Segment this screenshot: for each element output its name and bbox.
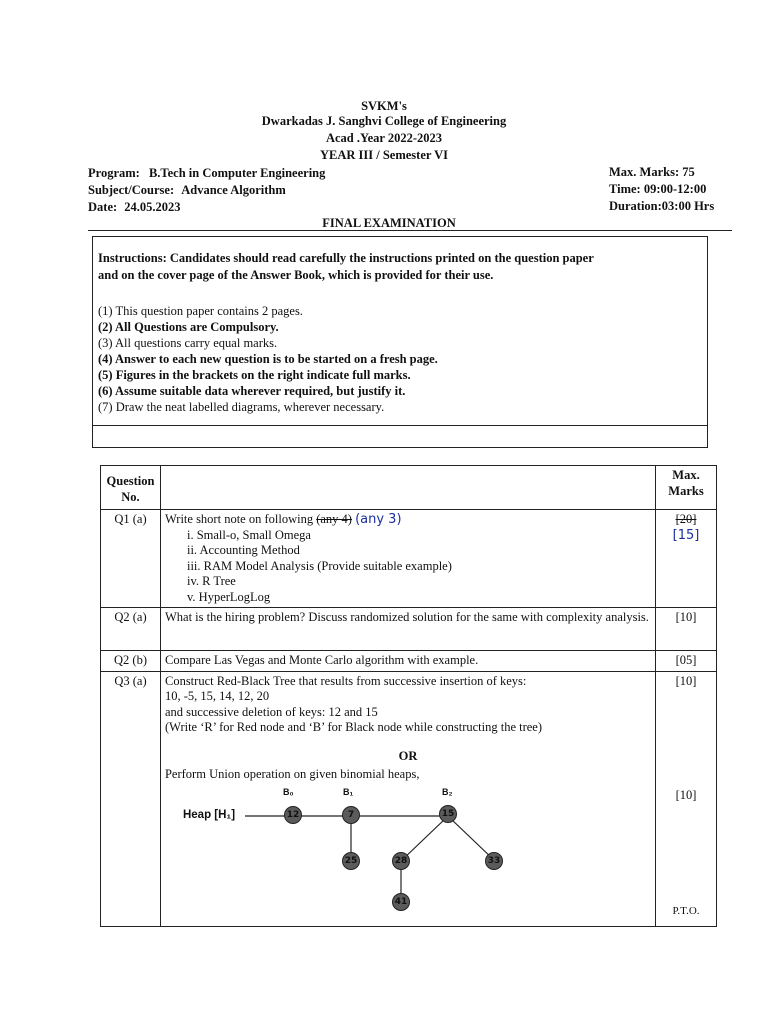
academic-year: Acad .Year 2022-2023 [325, 131, 443, 145]
college-name: Dwarkadas J. Sanghvi College of Engineering [261, 114, 507, 128]
q3a-marks-1: [10] [675, 673, 697, 688]
header-marks-line1: Max. [672, 468, 700, 482]
q3a-line3: and successive deletion of keys: 12 and 15 [164, 704, 378, 719]
q3a-body [160, 671, 655, 926]
instructions-title-line2: and on the cover page of the Answer Book, which is provided for their use. [98, 268, 494, 282]
date-value: 24.05.2023 [124, 200, 181, 214]
list-item: iii. RAM Model Analysis (Provide suitable example) [186, 558, 452, 573]
year-semester: YEAR III / Semester VI [319, 148, 448, 162]
instruction-3: (3) All questions carry equal marks. [98, 336, 278, 350]
header-question-line2: No. [121, 489, 140, 504]
list-item: v. HyperLogLog [186, 589, 271, 604]
header-question [101, 466, 161, 510]
q2b-number: Q2 (b) [101, 651, 161, 672]
list-item: ii. Accounting Method [186, 543, 300, 557]
pto-label: P.T.O. [672, 905, 700, 917]
heap-node-33: 33 [485, 852, 503, 870]
instruction-4: (4) Answer to each new question is to be started on a fresh page. [98, 352, 438, 366]
date-label: Date: [88, 200, 118, 214]
heap-b0-label: B₀ [282, 786, 294, 797]
subject-value: Advance Algorithm [181, 183, 286, 197]
q1-text: Write short note on following [164, 512, 314, 526]
table-row [101, 608, 717, 651]
date-row [88, 199, 181, 217]
heap-node-12: 12 [284, 806, 302, 824]
q3a-line1: Construct Red-Black Tree that results from successive insertion of keys: [164, 673, 527, 688]
q3a-line2: 10, -5, 15, 14, 12, 20 [164, 689, 270, 703]
instructions-title-line1: Instructions: Candidates should read carefully the instructions printed on the question paper [98, 251, 594, 265]
q2b-marks: [05] [656, 651, 717, 672]
header-divider [88, 230, 732, 231]
instruction-7: (7) Draw the neat labelled diagrams, wherever necessary. [98, 400, 385, 414]
q2b-text: Compare Las Vegas and Monte Carlo algorithm with example. [160, 651, 655, 672]
table-row [101, 510, 717, 608]
instruction-1: (1) This question paper contains 2 pages. [98, 304, 303, 318]
exam-duration: Duration:03:00 Hrs [609, 199, 715, 213]
instruction-2: (2) All Questions are Compulsory. [98, 320, 279, 334]
heap-node-25: 25 [342, 852, 360, 870]
heap-node-28: 28 [392, 852, 410, 870]
heap-b2-label: B₂ [441, 786, 453, 797]
q2a-number: Q2 (a) [101, 608, 161, 651]
binomial-heap-diagram [165, 783, 651, 911]
q3a-line4: (Write ‘R’ for Red node and ‘B’ for Black node while constructing the tree) [164, 720, 543, 734]
q1-number: Q1 (a) [101, 510, 161, 608]
heap-edges [165, 783, 661, 911]
q2a-marks: [10] [656, 608, 717, 651]
q1-marks: [20] [675, 512, 697, 526]
header-marks-line2: Marks [668, 483, 704, 498]
heap-node-7: 7 [342, 806, 360, 824]
q1-body [160, 510, 655, 608]
q1-marks-cell [656, 510, 717, 608]
instructions-divider [93, 425, 707, 426]
instruction-5: (5) Figures in the brackets on the right indicate full marks. [98, 368, 411, 382]
program-label: Program: [88, 166, 140, 180]
heap-node-41: 41 [392, 893, 410, 911]
program-row [88, 165, 325, 183]
header-marks [656, 466, 717, 510]
table-row [101, 651, 717, 672]
program-value: B.Tech in Computer Engineering [148, 166, 326, 180]
list-item: iv. R Tree [186, 574, 236, 588]
list-item: i. Small-o, Small Omega [186, 527, 311, 542]
max-marks: Max. Marks: 75 [609, 165, 695, 179]
exam-time: Time: 09:00-12:00 [609, 182, 707, 196]
q2a-text: What is the hiring problem? Discuss randomized solution for the same with complexity analysis. [160, 608, 655, 651]
q1-subitems [165, 528, 651, 606]
q1-marks-handwritten: [15] [672, 527, 700, 543]
table-header-row [101, 466, 717, 510]
q1-prompt [165, 512, 651, 528]
q3a-line5: Perform Union operation on given binomial heaps, [164, 767, 420, 781]
header-blank [160, 466, 655, 510]
table-row [101, 671, 717, 926]
subject-label: Subject/Course: [88, 183, 175, 197]
q3a-number: Q3 (a) [101, 671, 161, 926]
q3a-marks-cell [656, 671, 717, 926]
q3a-marks-2: [10] [675, 787, 697, 802]
heap-node-15: 15 [439, 805, 457, 823]
q1-struck-text: (any 4) [316, 512, 352, 526]
instruction-6: (6) Assume suitable data wherever required, but justify it. [98, 384, 406, 398]
institution-svkm: SVKM's [361, 99, 407, 113]
questions-table [100, 465, 717, 927]
subject-row [88, 182, 286, 200]
header-question-line1: Question [106, 474, 155, 488]
exam-title: FINAL EXAMINATION [322, 216, 456, 230]
q3a-or: OR [398, 748, 418, 763]
heap-b1-label: B₁ [342, 786, 354, 797]
instructions-content [98, 250, 698, 415]
q1-handwritten-note: (any 3) [355, 512, 402, 527]
heap-label: Heap [H₁] [182, 808, 236, 821]
